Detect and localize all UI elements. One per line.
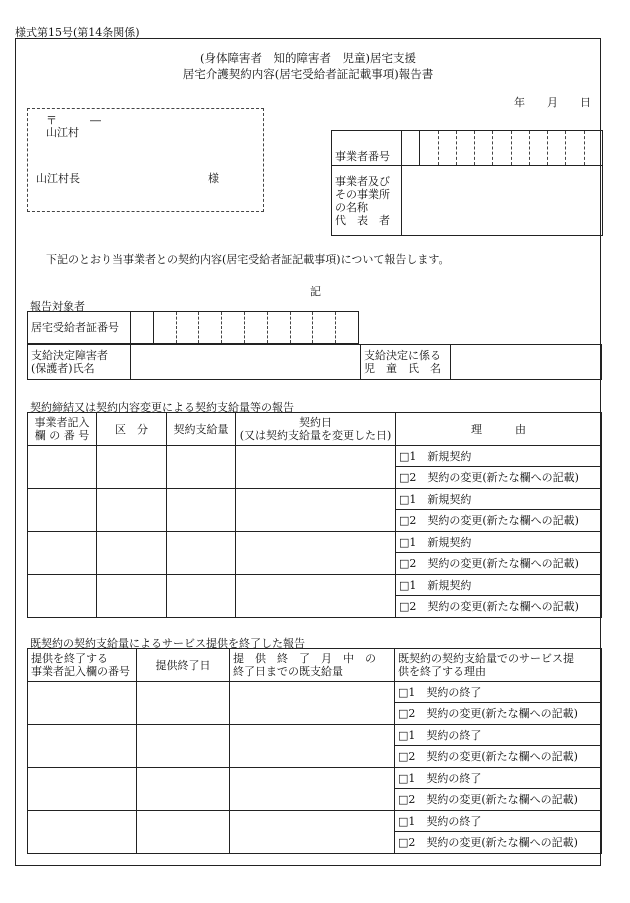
child-name-field[interactable] [451, 345, 602, 380]
end-reason-option-change[interactable]: □2 契約の変更(新たな欄への記載) [395, 789, 602, 811]
end-reason-option-end[interactable]: □1 契約の終了 [395, 811, 602, 832]
table-row [28, 532, 602, 553]
operator-number-digit[interactable] [456, 131, 474, 166]
contract-date-cell[interactable] [236, 446, 396, 489]
kubun-cell[interactable] [97, 446, 167, 489]
end-amount-cell[interactable] [230, 682, 395, 725]
form-number: 様式第15号(第14条関係) [15, 26, 140, 39]
end-amount-cell[interactable] [230, 811, 395, 854]
target-heading: 報告対象者 [30, 300, 85, 313]
end-entry-number-cell[interactable] [28, 768, 137, 811]
table-row [28, 682, 602, 703]
col-end-reason: 既契約の契約支給量でのサービス提 供を終了する理由 [395, 649, 602, 682]
mayor-label: 山江村長 [36, 172, 80, 185]
kubun-cell[interactable] [97, 532, 167, 575]
cert-digit[interactable] [336, 312, 359, 344]
certificate-table [27, 311, 359, 344]
end-reason-option-end[interactable]: □1 契約の終了 [395, 768, 602, 789]
table-row [28, 446, 602, 467]
end-reason-option-end[interactable]: □1 契約の終了 [395, 682, 602, 703]
operator-number-digit[interactable] [566, 131, 584, 166]
date-label: 年 月 日 [514, 96, 591, 109]
table-row [28, 811, 602, 832]
cert-digit[interactable] [199, 312, 222, 344]
end-reason-option-change[interactable]: □2 契約の変更(新たな欄への記載) [395, 832, 602, 854]
reason-option-change[interactable]: □2 契約の変更(新たな欄への記載) [396, 467, 602, 489]
end-reason-option-change[interactable]: □2 契約の変更(新たな欄への記載) [395, 703, 602, 725]
end-date-cell[interactable] [137, 725, 230, 768]
end-reason-option-change[interactable]: □2 契約の変更(新たな欄への記載) [395, 746, 602, 768]
ki-label: 記 [310, 285, 321, 298]
end-entry-number-cell[interactable] [28, 725, 137, 768]
reason-option-new[interactable]: □1 新規契約 [396, 489, 602, 510]
col-end-date: 提供終了日 [137, 649, 230, 682]
entry-number-cell[interactable] [28, 532, 97, 575]
operator-number-digit[interactable] [475, 131, 493, 166]
contract-date-cell[interactable] [236, 532, 396, 575]
operator-number-digit[interactable] [584, 131, 602, 166]
end-date-cell[interactable] [137, 811, 230, 854]
reason-option-new[interactable]: □1 新規契約 [396, 532, 602, 553]
child-label: 支給決定に係る 児 童 氏 名 [361, 345, 451, 380]
cert-digit[interactable] [153, 312, 176, 344]
operator-table [331, 130, 603, 236]
contract-date-cell[interactable] [236, 575, 396, 618]
operator-number-digit[interactable] [529, 131, 547, 166]
operator-name-label: 事業者及び その事業所 の名称 代 表 者 [332, 166, 402, 236]
table-row [28, 768, 602, 789]
col-amount: 契約支給量 [167, 413, 236, 446]
amount-cell[interactable] [167, 532, 236, 575]
cert-digit[interactable] [244, 312, 267, 344]
operator-number-digit[interactable] [420, 131, 438, 166]
col-contract-date: 契約日 (又は契約支給量を変更した日) [236, 413, 396, 446]
person-label: 支給決定障害者 (保護者)氏名 [28, 345, 131, 380]
end-table [27, 648, 602, 854]
end-amount-cell[interactable] [230, 725, 395, 768]
end-entry-number-cell[interactable] [28, 682, 137, 725]
col-end-entry-number: 提供を終了する 事業者記入欄の番号 [28, 649, 137, 682]
person-table [27, 344, 602, 380]
kubun-cell[interactable] [97, 489, 167, 532]
amount-cell[interactable] [167, 575, 236, 618]
contract-table [27, 412, 602, 618]
end-heading: 既契約の契約支給量によるサービス提供を終了した報告 [30, 637, 305, 650]
amount-cell[interactable] [167, 489, 236, 532]
cert-digit[interactable] [176, 312, 199, 344]
col-reason: 理 由 [396, 413, 602, 446]
end-amount-cell[interactable] [230, 768, 395, 811]
reason-option-change[interactable]: □2 契約の変更(新たな欄への記載) [396, 510, 602, 532]
operator-number-digit[interactable] [493, 131, 511, 166]
operator-number-digit[interactable] [511, 131, 529, 166]
entry-number-cell[interactable] [28, 575, 97, 618]
col-entry-number: 事業者記入 欄 の 番 号 [28, 413, 97, 446]
intro-text: 下記のとおり当事業者との契約内容(居宅受給者証記載事項)について報告します。 [46, 253, 450, 266]
cert-digit[interactable] [290, 312, 313, 344]
reason-option-new[interactable]: □1 新規契約 [396, 446, 602, 467]
village-name: 山江村 [46, 126, 79, 139]
entry-number-cell[interactable] [28, 489, 97, 532]
postal-code: 〒 ― [46, 114, 101, 127]
table-row [28, 489, 602, 510]
reason-option-new[interactable]: □1 新規契約 [396, 575, 602, 596]
honorific: 様 [208, 172, 219, 185]
cert-number-label: 居宅受給者証番号 [28, 312, 131, 344]
table-row [28, 575, 602, 596]
end-date-cell[interactable] [137, 682, 230, 725]
title-line-1: (身体障害者 知的障害者 児童)居宅支援 [200, 51, 416, 65]
contract-heading: 契約締結又は契約内容変更による契約支給量等の報告 [30, 401, 294, 414]
end-date-cell[interactable] [137, 768, 230, 811]
reason-option-change[interactable]: □2 契約の変更(新たな欄への記載) [396, 553, 602, 575]
reason-option-change[interactable]: □2 契約の変更(新たな欄への記載) [396, 596, 602, 618]
operator-number-digit[interactable] [548, 131, 566, 166]
kubun-cell[interactable] [97, 575, 167, 618]
title-line-2: 居宅介護契約内容(居宅受給者証記載事項)報告書 [182, 67, 434, 81]
cert-digit[interactable] [267, 312, 290, 344]
amount-cell[interactable] [167, 446, 236, 489]
operator-number-digit[interactable] [438, 131, 456, 166]
operator-number-label: 事業者番号 [332, 131, 402, 166]
contract-date-cell[interactable] [236, 489, 396, 532]
table-row [28, 725, 602, 746]
col-end-amount: 提 供 終 了 月 中 の 終了日までの既支給量 [230, 649, 395, 682]
operator-number-digit[interactable] [402, 131, 420, 166]
end-entry-number-cell[interactable] [28, 811, 137, 854]
entry-number-cell[interactable] [28, 446, 97, 489]
cert-digit[interactable] [222, 312, 245, 344]
person-name-field[interactable] [131, 345, 361, 380]
cert-digit[interactable] [313, 312, 336, 344]
col-kubun: 区 分 [97, 413, 167, 446]
cert-digit[interactable] [131, 312, 154, 344]
end-reason-option-end[interactable]: □1 契約の終了 [395, 725, 602, 746]
operator-name-field[interactable] [402, 166, 603, 236]
